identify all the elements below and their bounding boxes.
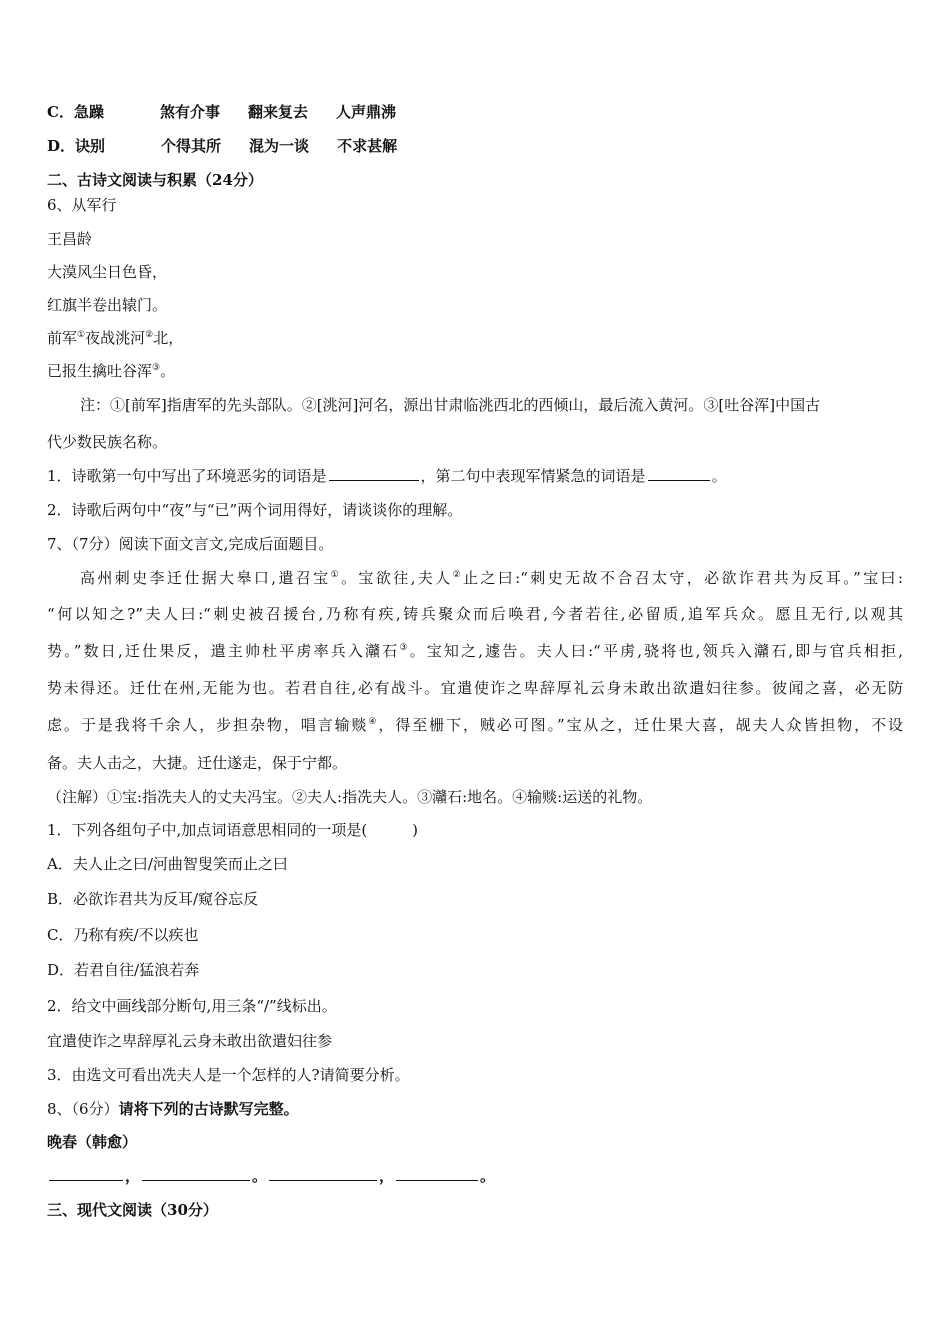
footnote-marker-1: ①: [330, 570, 342, 580]
q8-instruction: 请将下列的古诗默写完整。: [118, 1100, 299, 1118]
q8-poem-title: 晚春（韩愈）: [47, 1133, 138, 1151]
q7-title: 7、（7分）阅读下面文言文,完成后面题目。: [47, 535, 334, 553]
q6-poem-line-3: [47, 328, 183, 348]
q6-title: 6、从军行: [47, 196, 117, 214]
option-d-letter: D．: [47, 137, 76, 155]
footnote-marker-3: ③: [399, 643, 410, 653]
q7-option-a: A．夫人止之曰/河曲智叟笑而止之曰: [47, 855, 288, 873]
q6-sub1-text-2: ，第二句中表现军情紧急的词语是: [420, 467, 646, 485]
q7-sub-question-3: 3．由选文可看出冼夫人是一个怎样的人?请简要分析。: [47, 1066, 410, 1084]
section-2-heading: 二、古诗文阅读与积累（24分）: [47, 171, 263, 189]
poem-blank-3[interactable]: [269, 1166, 377, 1181]
q8-separator-3: ，: [379, 1167, 395, 1185]
option-d-row: [47, 136, 397, 156]
q7-passage-line-2: “何以知之?”夫人曰:“刺史被召援台,乃称有疾,铸兵聚众而后唤君,今者若往,必留质,追军兵众。愿且无行,以观其: [47, 605, 903, 623]
option-c-item-1: 急躁: [73, 103, 104, 121]
q6-line4-part-1: 已报生擒吐谷浑: [47, 362, 153, 380]
q7-p3-part-1: 势。”数日,迁仕果反，遣主帅杜平虏率兵入灨石: [47, 642, 400, 660]
q6-sub-question-2: 2．诗歌后两句中“夜”与“已”两个词用得好，请谈谈你的理解。: [47, 501, 463, 519]
q6-poem-line-2: 红旗半卷出辕门。: [47, 296, 168, 314]
q7-p5-part-1: 虑。于是我将千余人，步担杂物，唱言输赕: [47, 716, 369, 734]
poem-blank-1[interactable]: [49, 1166, 123, 1181]
q8-separator-4: 。: [480, 1167, 496, 1185]
q6-note-line-1: 注：①[前军]指唐军的先头部队。②[洮河]河名，源出甘肃临洮西北的西倾山，最后流入黄河。③[吐谷浑]中国古: [80, 396, 821, 414]
q6-sub1-text-3: 。: [711, 467, 727, 485]
q6-poem-line-4: [47, 361, 175, 381]
q7-passage-line-5: [47, 715, 903, 735]
option-d-item-1: 诀别: [75, 137, 106, 155]
q7-option-d: D．若君自往/猛浪若奔: [47, 961, 200, 979]
q7-p1-part-2: 。宝欲往,夫人: [341, 569, 453, 587]
q8-prefix: 8、（6分）: [47, 1100, 119, 1118]
option-c-item-3: 翻来复去: [247, 103, 308, 121]
q7-passage-line-6: 备。夫人击之，大捷。迁仕遂走，保于宁都。: [47, 754, 348, 772]
footnote-marker-4: ④: [368, 717, 379, 727]
q6-note-line-2: 代少数民族名称。: [47, 433, 168, 451]
q6-line3-part-1: 前军: [47, 329, 78, 347]
q7-p3-part-2: 。宝知之,遽告。夫人曰:“平虏,骁将也,领兵入灨石,即与官兵相拒,: [409, 642, 903, 660]
q6-line4-part-2: 。: [160, 362, 176, 380]
option-d-item-3: 混为一谈: [249, 137, 310, 155]
q7-sentence-to-punctuate: 宜遣使诈之卑辞厚礼云身未敢出欲遣妇往参: [47, 1032, 333, 1050]
q7-p1-part-3: 止之曰:“刺史无故不合召太守，必欲诈君共为反耳。”宝曰:: [463, 569, 903, 587]
q7-passage-line-3: [47, 641, 903, 661]
answer-blank[interactable]: [648, 466, 710, 481]
q6-sub-question-1: [47, 466, 727, 486]
q7-sub-question-1: 1．下列各组句子中,加点词语意思相同的一项是( ): [47, 821, 419, 839]
q8-title: [47, 1099, 299, 1119]
section-3-heading: 三、现代文阅读（30分）: [47, 1201, 218, 1219]
q7-sub-question-2: 2．给文中画线部分断句,用三条“/”线标出。: [47, 997, 337, 1015]
footnote-marker-1: ①: [77, 330, 86, 340]
poem-blank-2[interactable]: [142, 1166, 250, 1181]
q7-annotation: （注解）①宝:指冼夫人的丈夫冯宝。②夫人:指冼夫人。③灨石:地名。④输赕:运送的礼物。: [47, 788, 653, 806]
option-c-item-2: 煞有介事: [159, 103, 220, 121]
q7-p1-part-1: 高州刺史李迁仕据大皋口,遣召宝: [80, 569, 331, 587]
option-c-item-4: 人声鼎沸: [336, 103, 397, 121]
footnote-marker-3: ③: [152, 363, 161, 373]
option-c-row: [47, 102, 396, 122]
q6-line3-part-3: 北，: [153, 329, 184, 347]
q6-sub1-text-1: 1．诗歌第一句中写出了环境恶劣的词语是: [47, 467, 327, 485]
option-d-item-4: 不求甚解: [337, 137, 398, 155]
poem-blank-4[interactable]: [396, 1166, 478, 1181]
q7-passage-line-1: [80, 568, 903, 588]
q6-line3-part-2: 夜战洮河: [85, 329, 146, 347]
q7-passage-line-4: 势未得还。迁仕在州,无能为也。若君自往,必有战斗。宜遣使诈之卑辞厚礼云身未敢出欲遣妇往参。彼闻之喜，必无防: [47, 679, 903, 697]
q8-fill-blanks-row: [47, 1166, 495, 1186]
option-d-item-2: 个得其所: [161, 137, 222, 155]
footnote-marker-2: ②: [452, 570, 463, 580]
option-c-letter: C．: [47, 103, 74, 121]
q7-p5-part-2: ，得至栅下，贼必可图。”宝从之，迁仕果大喜，觇夫人众皆担物，不设: [378, 716, 904, 734]
footnote-marker-2: ②: [145, 330, 154, 340]
q8-separator-1: ，: [125, 1167, 141, 1185]
q6-poem-line-1: 大漠风尘日色昏，: [47, 263, 168, 281]
q7-option-c: C．乃称有疾/不以疾也: [47, 926, 199, 944]
q8-separator-2: 。: [252, 1167, 268, 1185]
q7-option-b: B．必欲诈君共为反耳/窥谷忘反: [47, 890, 259, 908]
answer-blank[interactable]: [329, 466, 419, 481]
q6-author: 王昌龄: [47, 230, 93, 248]
